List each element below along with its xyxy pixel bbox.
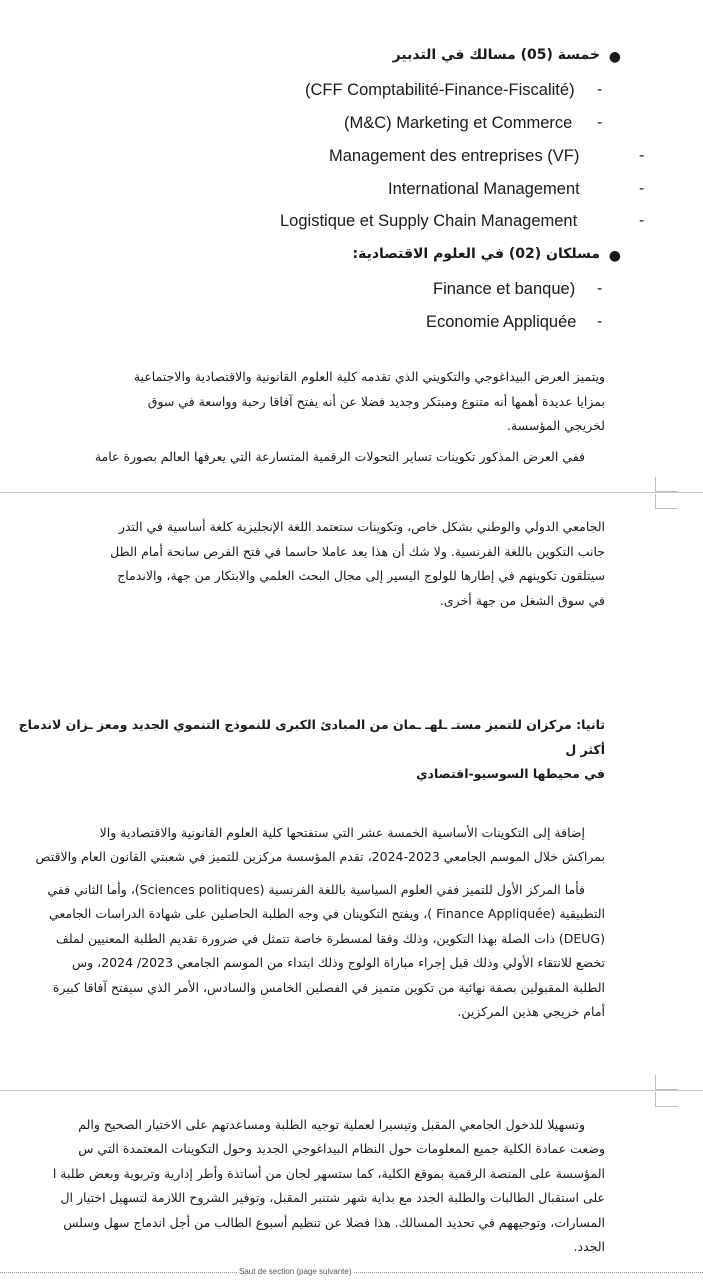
tracks-section [0,0,703,345]
track-item: International Management [388,180,580,198]
paragraph-line: وضعت عمادة الكلية جميع المعلومات حول النظام البيداغوجي الجديد وحول التكوينات المعتمدة التي س [78,1141,605,1156]
paragraph-line: المؤسسة على المنصة الرقمية بموقع الكلية، كما ستسهر لجان من أساتذة وأطر إدارية وتربوية وبعض طلبة ا [52,1165,605,1181]
dash-icon: - [597,81,603,98]
bullet-icon: ● [608,49,621,65]
section-break-marker [0,1266,703,1279]
paragraph-line: جانب التكوين باللغة الفرنسية. ولا شك أن هذا يعد عاملا حاسما في فتح الفرص سانحة أمام الطل [110,543,605,559]
page-corner-mark [655,494,678,509]
body-text [0,365,703,469]
body-text [0,1113,703,1260]
paragraph-line: (DEUG) ذات الصلة بهذا التكوين، وذلك وفقا لمسطرة خاصة تتمثل في ضرورة تقديم الطلبة المعنيين لملف [55,930,605,946]
page-corner-mark [655,1092,678,1107]
paragraph [6,821,605,870]
dash-icon: - [639,180,645,197]
paragraph-line: المسارات، وتوجيههم في تحديد المسالك. هذا فضلا عن تنظيم أسبوع الطالب من أجل اندماج سهل وسلس [63,1214,605,1230]
paragraph-line: الطلبة المقبولين بصفة نهائية من تكوين متميز في الفصلين الخامس والسادس، الأمر الذي سيفتح آفاقا كبيرة [52,979,605,995]
paragraph [6,365,605,439]
paragraph [6,445,605,470]
page-break [0,477,703,507]
dash-icon: - [597,114,603,131]
economics-heading: مسلكان (02) في العلوم الاقتصادية: [352,246,600,262]
paragraph [6,515,605,613]
paragraph-line: فأما المركز الأول للتميز ففي العلوم السياسية باللغة الفرنسية (Sciences politiques)، وأما الثاني ففي [47,881,585,897]
paragraph-line: ويتميز العرض البيداغوجي والتكويني الذي تقدمه كلية العلوم القانونية والاقتصادية والاجتماعية [133,369,605,384]
paragraph-line: وتسهيلا للدخول الجامعي المقبل وتيسيرا لعملية توجيه الطلبة ومساعدتهم على الاختيار الصحيح والم [78,1116,585,1132]
section-heading [6,713,605,787]
dash-icon: - [597,280,603,297]
paragraph-line: الجدد. [573,1239,605,1254]
paragraph-line: بمراكش خلال الموسم الجامعي 2023-2024، تقدم المؤسسة مركزين للتميز في شعبتي القانون العام والاقتص [35,849,605,864]
page-corner-mark [655,1075,678,1090]
paragraph-line: إضافة إلى التكوينات الأساسية الخمسة عشر التي ستفتحها كلية العلوم القانونية والاقتصادية والا [99,824,585,840]
track-item: (CFF Comptabilité-Finance-Fiscalité) [305,81,575,99]
paragraph-line: الجامعي الدولي والوطني بشكل خاص، وتكوينات ستعتمد اللغة الإنجليزية كلغة أساسية في التدر [118,519,605,534]
paragraph-line: تخضع للانتقاء الأولي وذلك قبل إجراء مباراة الولوج وذلك ابتداء من الموسم الجامعي 2023/ 2024، وس [71,955,605,970]
section-heading-line: في محيطها السوسيو-اقتصادي [416,766,605,781]
track-item: Economie Appliquée [426,313,577,331]
section-break-label: Saut de section (page suivante) [239,1266,352,1276]
paragraph-line: التطبيقية (Finance Appliquée )، ويفتح التكوينان في وجه الطلبة الحاصلين على شهادة الدراسات الجامعي [49,906,605,921]
dash-icon: - [597,313,603,330]
track-item: Management des entreprises (VF) [329,147,580,165]
dash-icon: - [639,212,645,229]
paragraph-line: على استقبال الطالبات والطلبة الجدد مع بداية شهر شتنبر المقبل، وتوفير الشروح اللازمة لتسهيل اختيار ال [60,1190,605,1205]
section-heading-line: ثانيا: مركزان للتميز مستـ ـلهـ ـمان من المبادئ الكبرى للنموذج التنموي الجديد ومعز ـزان لاندماج أكثر ل [18,717,605,757]
paragraph-line: سيتلقون تكوينهم في إطارها للولوج اليسير إلى مجال البحث العلمي والابتكار من جهة، والاندماج [117,568,605,583]
track-item: (M&C) Marketing et Commerce [344,114,573,132]
paragraph-line: بمزايا عديدة أهمها أنه متنوع ومبتكر وجديد فضلا عن أنه يفتح آفاقا رحبة وواسعة في سوق [147,393,605,409]
paragraph [6,878,605,1025]
track-item: Logistique et Supply Chain Management [280,212,578,230]
track-item: Finance et banque) [433,280,576,298]
page-break [0,1075,703,1105]
paragraph-line: ففي العرض المذكور تكوينات تساير التحولات الرقمية المتسارعة التي يعرفها العالم بصورة عامة [94,448,585,464]
page-break-line [0,1090,703,1091]
dash-icon: - [639,147,645,164]
body-text [0,515,703,1025]
bullet-icon: ● [608,248,621,264]
paragraph-line: أمام خريجي هذين المركزين. [457,1004,605,1019]
page-corner-mark [655,477,678,492]
paragraph-line: لخريجي المؤسسة. [507,418,605,433]
paragraph [6,1113,605,1260]
paragraph-line: في سوق الشغل من جهة أخرى. [439,592,605,608]
management-heading: خمسة (05) مسالك في التدبير [392,47,600,63]
page-break-line [0,492,703,493]
